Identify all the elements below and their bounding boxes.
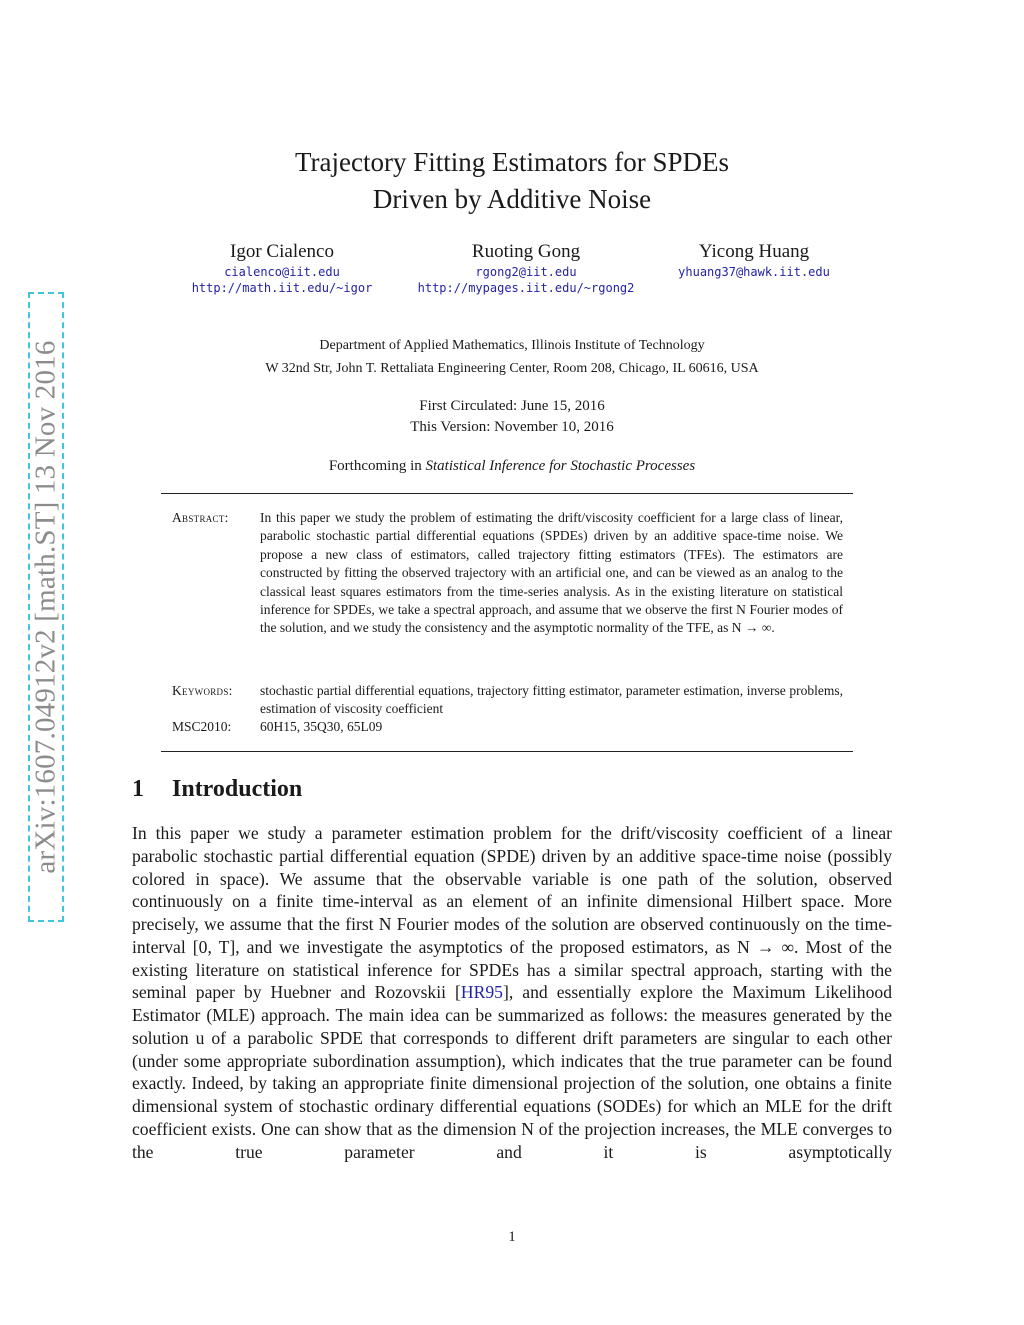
abstract-bottom-rule (161, 751, 853, 752)
author-homepage-link[interactable]: http://mypages.iit.edu/~rgong2 (417, 281, 635, 295)
keywords-label: Keywords: (172, 683, 233, 698)
abstract-label: Abstract: (172, 510, 229, 525)
page-number: 1 (508, 1229, 516, 1245)
forthcoming-note (0, 458, 1024, 475)
author-email-link[interactable]: rgong2@iit.edu (475, 265, 577, 279)
intro-text-part-2: ], and essentially explore the Maximum Likelihood Estimator (MLE) approach. The main idea can be summarized as follows: the measures generated by the solution u of a parabolic SPDE that corresponds to different drift parameters are singular to each other (under some appropriate subordination assumption), which indicates that the true parameter can be found exactly. Indeed, by taking an appropriate finite dimensional projection of the solution, one obtains a finite dimensional system of stochastic ordinary differential equations (SODEs) for which an MLE for the drift coefficient exists. One can show that as the dimension N of the projection increases, the MLE converges to the true parameter and it is asymptotically (132, 982, 892, 1162)
section-heading (132, 776, 302, 803)
author-email-link[interactable]: cialenco@iit.edu (224, 265, 340, 279)
section-number: 1 (132, 776, 144, 802)
affiliation-address: W 32nd Str, John T. Rettaliata Engineering Center, Room 208, Chicago, IL 60616, USA (265, 361, 759, 376)
abstract-top-rule (161, 493, 853, 494)
section-title-text: Introduction (172, 776, 303, 802)
journal-name: Statistical Inference for Stochastic Processes (425, 458, 696, 474)
keywords-text: stochastic partial differential equations, trajectory fitting estimator, parameter estimation, inverse problems, estimation of viscosity coefficient (260, 683, 843, 717)
author-email-link[interactable]: yhuang37@hawk.iit.edu (678, 265, 830, 279)
paper-title (0, 144, 1024, 218)
first-circulated-date: First Circulated: June 15, 2016 (419, 398, 605, 414)
title-line-1: Trajectory Fitting Estimators for SPDEs (294, 147, 729, 177)
msc-codes: 60H15, 35Q30, 65L09 (260, 719, 383, 734)
msc-label: MSC2010: (172, 719, 232, 734)
abstract-text: In this paper we study the problem of estimating the drift/viscosity coefficient for a large class of linear, parabolic stochastic partial differential equations (SPDEs) driven by an additive space-time noise. We propose a new class of estimators, called trajectory fitting estimators (TFEs). The estimators are constructed by fitting the observed trajectory with an artificial one, and can be viewed as an analog to the classical least squares estimators from the time-series analysis. As in the existing literature on statistical inference for SPDEs, we take a spectral approach, and assume that we observe the first N Fourier modes of the solution, and we study the consistency and the asymptotic normality of the TFE, as N → ∞. (260, 510, 843, 636)
author-homepage-link[interactable]: http://math.iit.edu/~igor (191, 281, 373, 295)
author-name: Ruoting Gong (471, 241, 581, 262)
title-line-2: Driven by Additive Noise (372, 184, 652, 214)
intro-paragraph (132, 822, 892, 1163)
author-block-3 (604, 240, 904, 280)
forthcoming-prefix: Forthcoming in (328, 458, 422, 474)
affiliation-department: Department of Applied Mathematics, Illinois Institute of Technology (319, 338, 705, 353)
arxiv-stamp-text: arXiv:1607.04912v2 [math.ST] 13 Nov 2016 (29, 340, 62, 874)
intro-text-part-1: In this paper we study a parameter estimation problem for the drift/viscosity coefficient of a linear parabolic stochastic partial differential equation (SPDE) driven by an additive space-time noise (possibly colored in space). We assume that the observable variable is one path of the solution, observed continuously on a finite time-interval as an element of an infinite dimensional Hilbert space. More precisely, we assume that the first N Fourier modes of the solution are observed continuously on the time-interval [0, T], and we investigate the asymptotics of the proposed estimators, as N → ∞. Most of the existing literature on statistical inference for SPDEs has a similar spectral approach, starting with the seminal paper by Huebner and Rozovskii [ (132, 823, 892, 1003)
author-name: Igor Cialenco (230, 241, 334, 262)
version-date: This Version: November 10, 2016 (410, 419, 614, 435)
author-name: Yicong Huang (698, 241, 810, 262)
citation-link-hr95[interactable]: HR95 (460, 982, 503, 1003)
arxiv-stamp[interactable] (28, 292, 64, 922)
